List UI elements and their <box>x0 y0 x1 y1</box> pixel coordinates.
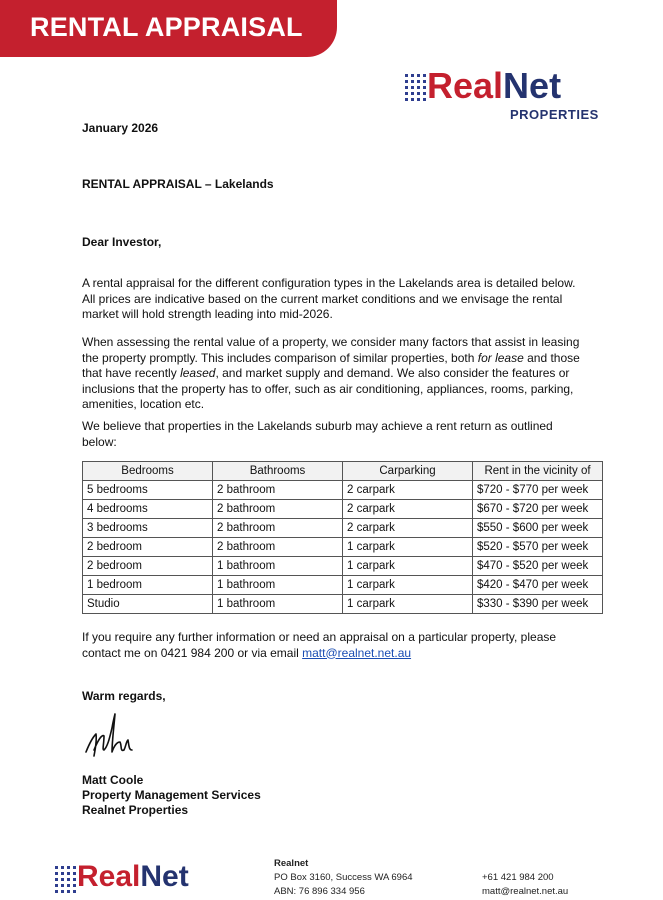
realnet-logo <box>405 65 615 123</box>
footer-contact-block <box>482 871 568 899</box>
cell-rent: $670 - $720 per week <box>473 500 603 519</box>
signer-name: Matt Coole <box>82 773 144 787</box>
footer-phone: +61 421 984 200 <box>482 872 554 883</box>
intro-paragraph: A rental appraisal for the different configuration types in the Lakelands area is detailed below. All prices are indicative based on the current market conditions and we envisage the rental market will hold strength leading into mid-2026. <box>82 276 576 321</box>
footer-address: PO Box 3160, Success WA 6964 <box>274 872 413 883</box>
factors-paragraph: When assessing the rental value of a property, we consider many factors that assist in leasing the property promptly. This includes comparison of similar properties, both for lease and those that have recently leased, and market supply and demand. We also consider the features or inclusions that the property has to offer, such as air conditioning, appliances, rooms, parking, amenities, location etc. <box>82 335 580 411</box>
letter-date: January 2026 <box>82 121 159 135</box>
header-rent: Rent in the vicinity of <box>473 462 603 481</box>
table-row <box>83 557 603 576</box>
cell-bathrooms: 2 bathroom <box>213 519 343 538</box>
logo-subtitle: PROPERTIES <box>510 107 599 122</box>
cell-carparking: 2 carpark <box>343 519 473 538</box>
footer-email: matt@realnet.net.au <box>482 886 569 897</box>
table-row <box>83 576 603 595</box>
cell-rent: $420 - $470 per week <box>473 576 603 595</box>
footer-company: Realnet <box>274 858 309 869</box>
footer-abn: ABN: 76 896 334 956 <box>274 886 365 897</box>
rent-table <box>82 461 603 614</box>
cell-carparking: 2 carpark <box>343 500 473 519</box>
cell-bathrooms: 2 bathroom <box>213 538 343 557</box>
cell-bedrooms: 2 bedroom <box>83 538 213 557</box>
cell-carparking: 1 carpark <box>343 595 473 614</box>
title-banner <box>0 0 337 57</box>
header-bathrooms: Bathrooms <box>213 462 343 481</box>
cell-rent: $520 - $570 per week <box>473 538 603 557</box>
cell-bathrooms: 2 bathroom <box>213 481 343 500</box>
cell-bedrooms: 5 bedrooms <box>83 481 213 500</box>
logo-wordmark: RealNet <box>427 65 562 106</box>
cell-bedrooms: Studio <box>83 595 213 614</box>
footer-logo-wordmark: RealNet <box>77 860 189 893</box>
cell-rent: $470 - $520 per week <box>473 557 603 576</box>
logo-dots-icon <box>405 74 426 101</box>
table-row <box>83 519 603 538</box>
cell-carparking: 1 carpark <box>343 538 473 557</box>
table-row <box>83 538 603 557</box>
footer-address-block <box>274 857 413 899</box>
footer-logo <box>55 858 225 896</box>
contact-paragraph: If you require any further information or need an appraisal on a particular property, please contact me on 0421 984 200 or via email matt@realnet.net.au <box>82 630 557 660</box>
outline-paragraph: We believe that properties in the Lakelands suburb may achieve a rent return as outlined below: <box>82 419 553 449</box>
cell-bedrooms: 1 bedroom <box>83 576 213 595</box>
table-row <box>83 500 603 519</box>
signature-image <box>82 706 152 761</box>
cell-rent: $720 - $770 per week <box>473 481 603 500</box>
cell-carparking: 1 carpark <box>343 576 473 595</box>
cell-bathrooms: 1 bathroom <box>213 595 343 614</box>
cell-bathrooms: 2 bathroom <box>213 500 343 519</box>
cell-carparking: 2 carpark <box>343 481 473 500</box>
cell-bathrooms: 1 bathroom <box>213 557 343 576</box>
cell-bedrooms: 3 bedrooms <box>83 519 213 538</box>
salutation: Dear Investor, <box>82 235 162 249</box>
footer-logo-dots-icon <box>55 866 76 893</box>
letter-subject: RENTAL APPRAISAL – Lakelands <box>82 177 274 191</box>
header-bedrooms: Bedrooms <box>83 462 213 481</box>
cell-rent: $330 - $390 per week <box>473 595 603 614</box>
table-row <box>83 595 603 614</box>
email-link[interactable]: matt@realnet.net.au <box>302 645 412 660</box>
cell-bedrooms: 4 bedrooms <box>83 500 213 519</box>
cell-bedrooms: 2 bedroom <box>83 557 213 576</box>
table-header-row <box>83 462 603 481</box>
closing: Warm regards, <box>82 689 166 703</box>
cell-carparking: 1 carpark <box>343 557 473 576</box>
signer-company: Realnet Properties <box>82 803 189 817</box>
signer-title: Property Management Services <box>82 788 261 802</box>
banner-title: RENTAL APPRAISAL <box>30 12 303 42</box>
cell-rent: $550 - $600 per week <box>473 519 603 538</box>
cell-bathrooms: 1 bathroom <box>213 576 343 595</box>
table-row <box>83 481 603 500</box>
header-carparking: Carparking <box>343 462 473 481</box>
